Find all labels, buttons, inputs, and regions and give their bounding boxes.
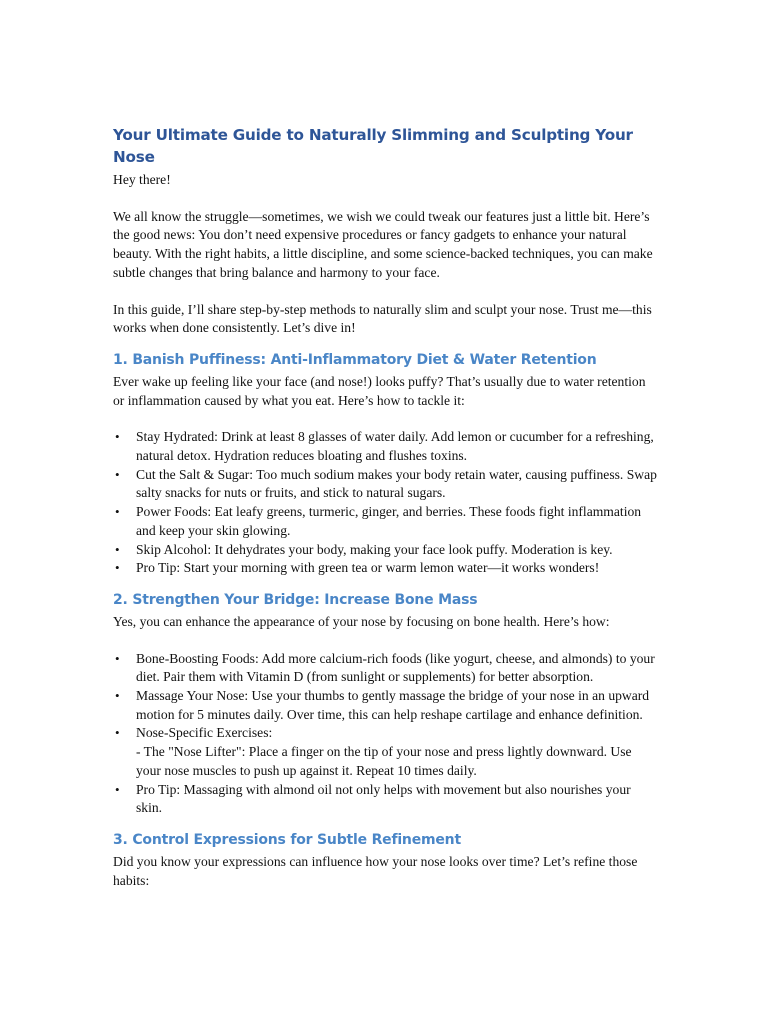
exercise-detail-text: - The "Nose Lifter": Place a finger on the tip of your nose and press lightly downward. Use your nose muscles to push up against it. Repeat 10 times daily. (136, 744, 632, 778)
list-item-text: Pro Tip: Start your morning with green tea or warm lemon water—it works wonders! (136, 560, 600, 576)
list-item (113, 503, 658, 540)
bullet-icon: • (115, 725, 120, 741)
intro-paragraph-2: In this guide, I’ll share step-by-step methods to naturally slim and sculpt your nose. Trust me—this works when done consistently. Let’s dive in! (113, 301, 652, 336)
list-item-text: Massage Your Nose: Use your thumbs to gently massage the bridge of your nose in an upward motion for 5 minutes daily. Over time, this can help reshape cartilage and enhance definition. (136, 688, 650, 722)
spacer (113, 338, 658, 350)
list-item-text: Cut the Salt & Sugar: Too much sodium makes your body retain water, causing puffiness. Swap salty snacks for nuts or fruits, and stick to natural sugars. (136, 466, 657, 501)
bullet-icon: • (115, 560, 120, 576)
bullet-icon: • (115, 466, 120, 482)
list-item-text: Bone-Boosting Foods: Add more calcium-rich foods (like yogurt, cheese, and almonds) to your diet. Pair them with Vitamin D (from sunlight or supplements) for better absorption. (136, 650, 655, 685)
section-2-lead: Yes, you can enhance the appearance of your nose by focusing on bone health. Here’s how: (113, 613, 610, 629)
list-item-text: Nose-Specific Exercises: (136, 725, 273, 741)
spacer (113, 578, 658, 590)
section-3-heading: 3. Control Expressions for Subtle Refinement (113, 831, 461, 848)
list-item (113, 466, 658, 503)
section-2-list (113, 650, 658, 818)
spacer (113, 632, 658, 650)
list-item (113, 687, 658, 724)
section-1-heading: 1. Banish Puffiness: Anti-Inflammatory Diet & Water Retention (113, 351, 597, 368)
intro-paragraph-1: We all know the struggle—sometimes, we wish we could tweak our features just a little bit. Here’s the good news: You don’t need expensive procedures or fancy gadgets to enhance your natural beauty. With the right habits, a little discipline, and some science-backed techniques, you can make subtle changes that bring balance and harmony to your face. (113, 208, 653, 280)
list-item (113, 428, 658, 465)
list-item (113, 724, 658, 780)
bullet-icon: • (115, 541, 120, 557)
list-item (113, 650, 658, 687)
bullet-icon: • (115, 781, 120, 797)
section-1-lead: Ever wake up feeling like your face (and nose!) looks puffy? That’s usually due to water retention or inflammation caused by what you eat. Here’s how to tackle it: (113, 373, 646, 408)
document-page (113, 124, 658, 890)
section-3-lead: Did you know your expressions can influence how your nose looks over time? Let’s refine those habits: (113, 853, 638, 888)
bullet-icon: • (115, 688, 120, 704)
bullet-icon: • (115, 650, 120, 666)
bullet-icon: • (115, 429, 120, 445)
greeting-text: Hey there! (113, 172, 171, 187)
spacer (113, 283, 658, 301)
list-item-text: Stay Hydrated: Drink at least 8 glasses of water daily. Add lemon or cucumber for a refreshing, natural detox. Hydration reduces bloating and flushes toxins. (136, 429, 654, 464)
list-item-text: Skip Alcohol: It dehydrates your body, making your face look puffy. Moderation is key. (136, 541, 613, 557)
list-item-text: Pro Tip: Massaging with almond oil not only helps with movement but also nourishes your skin. (136, 781, 631, 816)
list-item (113, 541, 658, 560)
spacer (113, 410, 658, 428)
list-item (113, 559, 658, 578)
spacer (113, 818, 658, 830)
list-item (113, 781, 658, 818)
bullet-icon: • (115, 504, 120, 520)
spacer (113, 190, 658, 208)
section-2-heading: 2. Strengthen Your Bridge: Increase Bone Mass (113, 591, 478, 608)
section-1-list (113, 428, 658, 578)
document-title: Your Ultimate Guide to Naturally Slimming and Sculpting Your Nose (113, 126, 633, 166)
list-item-text: Power Foods: Eat leafy greens, turmeric, ginger, and berries. These foods fight inflammation and keep your skin glowing. (136, 504, 642, 538)
